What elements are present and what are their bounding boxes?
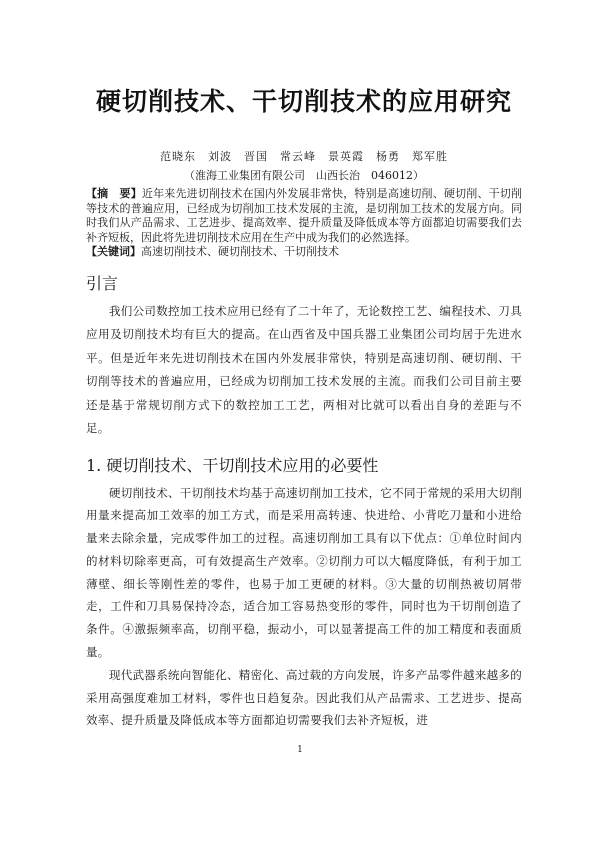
intro-paragraph: 我们公司数控加工技术应用已经有了二十年了，无论数控工艺、编程技术、刀具应用及切削技术均有巨大的提高。在山西省及中国兵器工业集团公司均居于先进水平。但是近年来先进切削技术在国内外发展非常快，特别是高速切削、硬切削、干切削等技术的普遍应用，已经成为切削加工技术发展的主流。而我们公司目前主要还是基于常规切削方式下的数控加工工艺，两相对比就可以看出自身的差距与不足。 <box>86 303 522 435</box>
section1-paragraph-2: 现代武器系统向智能化、精密化、高过载的方向发展，许多产品零件越来越多的采用高强度难加工材料，零件也日趋复杂。因此我们从产品需求、工艺进步、提高效率、提升质量及降低成本等方面都迫切需要我们去补齐短板，进 <box>86 667 522 728</box>
abstract <box>86 187 522 245</box>
abstract-text: 近年来先进切削技术在国内外发展非常快，特别是高速切削、硬切削、干切削等技术的普遍应用，已经成为切削加工技术发展的主流，是切削加工技术的发展方向。同时我们从产品需求、工艺进步、提高效率、提升质量及降低成本等方面都迫切需要我们去补齐短板，因此将先进切削技术应用在生产中成为我们的必然选择。 <box>86 187 522 244</box>
keywords <box>86 245 522 260</box>
section1-paragraph-1: 硬切削技术、干切削技术均基于高速切削加工技术，它不同于常规的采用大切削用量来提高加工效率的加工方式，而是采用高转速、快进给、小背吃刀量和小进给量来去除余量，完成零件加工的过程。高速切削加工具有以下优点：①单位时间内的材料切除率更高，可有效提高生产效率。②切削力可以大幅度降低，有利于加工薄壁、细长等刚性差的零件，也易于加工更硬的材料。③大量的切削热被切屑带走，工件和刀具易保持冷态，适合加工容易热变形的零件，同时也为干切削创造了条件。④激振频率高，切削平稳，振动小，可以显著提高工件的加工精度和表面质量。 <box>86 485 522 660</box>
page-number: 1 <box>297 745 303 755</box>
keywords-label: 【关键词】 <box>86 245 141 258</box>
affiliation: （淮海工业集团有限公司 山西长治 046012） <box>184 169 424 182</box>
keywords-text: 高速切削技术、硬切削技术、干切削技术 <box>141 245 339 258</box>
intro-heading: 引言 <box>86 273 119 293</box>
section1-heading: 1. 硬切削技术、干切削技术应用的必要性 <box>86 455 379 475</box>
paper-page <box>0 82 600 849</box>
paper-title: 硬切削技术、干切削技术的应用研究 <box>95 87 512 116</box>
author-list: 范晓东 刘波 晋国 常云峰 景英霞 杨勇 郑军胜 <box>160 150 448 163</box>
abstract-label: 【摘 要】 <box>86 187 142 200</box>
